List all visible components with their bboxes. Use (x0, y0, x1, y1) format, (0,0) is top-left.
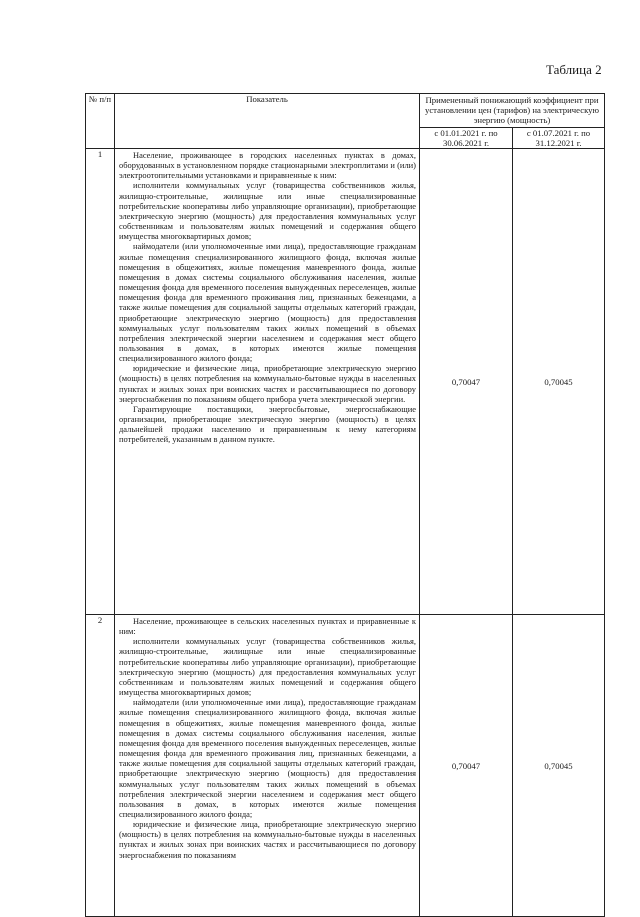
row-number: 1 (86, 149, 115, 615)
paragraph: исполнители коммунальных услуг (товарищества собственников жилья, жилищно-строительные, жилищные или иные специализированные потребительские кооперативы либо управляющие организации), приобретающие электрическую энергию (мощность) для предоставления коммунальных услуг собственникам и пользователям жилых помещений и содержания общего имущества многоквартирных домов; (119, 636, 416, 698)
paragraph: наймодатели (или уполномоченные ими лица), предоставляющие гражданам жилые помещения специализированного жилищного фонда, включая жилые помещения в общежитиях, жилые помещения маневренного фонда, жилые помещения в домах системы социального обслуживания населения, жилые помещения фонда для временного поселения вынужденных переселенцев, жилые помещения фонда для временного проживания лиц, признанных беженцами, а также жилые помещения для социальной защиты отдельных категорий граждан, приобретающие электрическую энергию (мощность) для предоставления коммунальных услуг пользователям таких жилых помещений в объемах потребления электрической энергии населением и содержания мест общего пользования в домах, в которых имеются жилые помещения специализированного жилого фонда; (119, 697, 416, 819)
table-row (86, 149, 605, 615)
table-caption: Таблица 2 (546, 62, 602, 77)
header-coefficient: Примененный понижающий коэффициент при установлении цен (тарифов) на электрическую энергию (мощность) (420, 94, 605, 128)
paragraph: Население, проживающее в городских населенных пунктах в домах, оборудованных в установленном порядке стационарными электроплитами и (или) электроотопительными установками и приравненные к ним: (119, 150, 416, 181)
paragraph: юридические и физические лица, приобретающие электрическую энергию (мощность) в целях потребления на коммунально-бытовые нужды в населенных пунктах и жилых зонах при воинских частях и рассчитывающиеся по договору энергоснабжения по показаниям (119, 819, 416, 860)
row-number: 2 (86, 615, 115, 917)
coefficient-period-2: 0,70045 (513, 615, 605, 917)
header-num: № п/п (86, 94, 115, 149)
row-indicator-text (115, 615, 420, 917)
coefficient-period-1: 0,70047 (420, 149, 513, 615)
paragraph: Население, проживающее в сельских населенных пунктах и приравненные к ним: (119, 616, 416, 637)
paragraph: исполнители коммунальных услуг (товарищества собственников жилья, жилищно-строительные, жилищные или иные специализированные потребительские кооперативы либо управляющие организации), приобретающие электрическую энергию (мощность) для предоставления коммунальных услуг собственникам и пользователям жилых помещений и содержания общего имущества многоквартирных домов; (119, 180, 416, 242)
coefficient-period-2: 0,70045 (513, 149, 605, 615)
paragraph: Гарантирующие поставщики, энергосбытовые, энергоснабжающие организации, приобретающие электрическую энергию (мощность) в целях дальнейшей продажи населению и приравненным к нему категориям потребителей, указанным в данном пункте. (119, 403, 416, 445)
table-row (86, 615, 605, 917)
paragraph: юридические и физические лица, приобретающие электрическую энергию (мощность) в целях потребления на коммунально-бытовые нужды в населенных пунктах и жилых зонах при воинских частях и рассчитывающиеся по договору энергоснабжения по показаниям общего прибора учета электрической энергии. (119, 363, 416, 404)
paragraph: наймодатели (или уполномоченные ими лица), предоставляющие гражданам жилые помещения специализированного жилищного фонда, включая жилые помещения в общежитиях, жилые помещения маневренного фонда, жилые помещения в домах системы социального обслуживания населения, жилые помещения фонда для временного поселения вынужденных переселенцев, жилые помещения фонда для временного проживания лиц, признанных беженцами, а также жилые помещения для социальной защиты отдельных категорий граждан, приобретающие электрическую энергию (мощность) для предоставления коммунальных услуг пользователям таких жилых помещений в объемах потребления электрической энергии населением и содержания мест общего пользования в домах, в которых имеются жилые помещения специализированного жилого фонда; (119, 241, 416, 364)
row-indicator-text (115, 149, 420, 615)
tariff-coefficient-table (85, 93, 605, 917)
coefficient-period-1: 0,70047 (420, 615, 513, 917)
header-period-2: с 01.07.2021 г. по 31.12.2021 г. (513, 127, 605, 148)
header-period-1: с 01.01.2021 г. по 30.06.2021 г. (420, 127, 513, 148)
header-indicator: Показатель (115, 94, 420, 149)
